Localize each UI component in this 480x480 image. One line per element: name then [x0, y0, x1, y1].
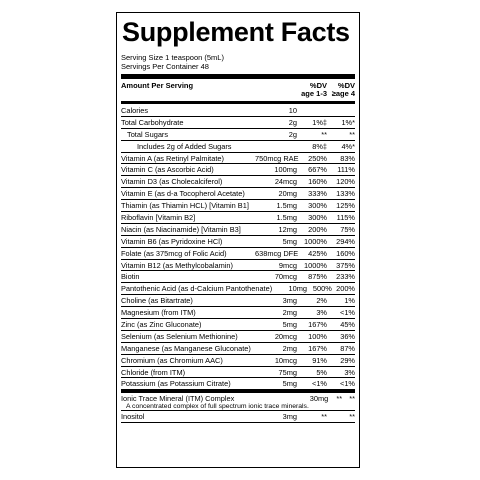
- table-row: [121, 248, 355, 260]
- nutrient-name: Total Carbohydrate: [121, 117, 184, 127]
- table-row: [121, 117, 355, 129]
- nutrient-amount: 1.5mg: [276, 212, 297, 222]
- table-row: [121, 319, 355, 331]
- table-row: [121, 343, 355, 355]
- nutrient-dv-age-1-3: **: [321, 129, 327, 139]
- nutrient-dv-age-1-3: 160%: [308, 177, 327, 187]
- nutrient-amount: 2mg: [282, 308, 297, 318]
- table-row: [121, 141, 355, 153]
- nutrient-amount: 75mg: [278, 367, 297, 377]
- nutrient-dv-age-4: 4%*: [341, 141, 355, 151]
- nutrient-amount: 10: [288, 105, 297, 115]
- nutrient-name: Manganese (as Manganese Gluconate): [121, 343, 251, 353]
- nutrient-name: Choline (as Bitartrate): [121, 296, 193, 306]
- nutrient-name: Vitamin A (as Retinyl Palmitate): [121, 153, 224, 163]
- nutrient-dv-age-4: 111%: [337, 165, 355, 175]
- nutrient-dv-age-4: 87%: [340, 343, 355, 353]
- nutrient-dv-age-4: 294%: [336, 236, 355, 246]
- panel-title: Supplement Facts: [122, 17, 350, 47]
- nutrient-dv-age-4: 160%: [336, 248, 355, 258]
- table-row: [121, 224, 355, 236]
- table-row: [121, 236, 355, 248]
- nutrient-dv-age-1-3: 91%: [312, 355, 327, 365]
- nutrient-dv-age-4: 3%: [344, 367, 355, 377]
- nutrient-amount: 5mg: [282, 319, 297, 329]
- table-row: [121, 200, 355, 212]
- nutrient-dv-age-1-3: 5%: [316, 367, 327, 377]
- nutrient-name: Vitamin D3 (as Cholecalciferol): [121, 177, 223, 187]
- nutrient-dv-age-4: 120%: [336, 177, 355, 187]
- table-row-inositol: [121, 411, 355, 423]
- nutrient-dv-age-4: 83%: [340, 153, 355, 163]
- nutrient-name: Potassium (as Potassium Citrate): [121, 379, 231, 389]
- nutrient-amount: 70mcg: [274, 272, 297, 282]
- nutrient-dv-age-4: <1%: [340, 308, 355, 318]
- nutrient-dv-age-1-3: 200%: [308, 224, 327, 234]
- nutrient-amount: 10mg: [288, 284, 307, 294]
- nutrient-name: Biotin: [121, 272, 140, 282]
- table-row: [121, 105, 355, 117]
- nutrient-rows: [121, 105, 355, 390]
- nutrient-name: Vitamin B6 (as Pyridoxine HCl): [121, 236, 223, 246]
- table-row-itm: [121, 393, 355, 411]
- nutrient-dv-age-1-3: 8%‡: [312, 141, 327, 151]
- supplement-facts-panel: [116, 12, 360, 468]
- table-row: [121, 378, 355, 390]
- nutrient-dv-age-4: 115%: [336, 212, 355, 222]
- nutrient-dv-age-4: 233%: [336, 272, 355, 282]
- nutrient-amount: 2g: [288, 117, 297, 127]
- nutrient-name: Vitamin C (as Ascorbic Acid): [121, 165, 214, 175]
- divider-thick: [121, 74, 355, 79]
- nutrient-dv-age-1-3: 1000%: [303, 260, 327, 270]
- nutrient-name: Calories: [121, 105, 149, 115]
- nutrient-amount: 20mg: [278, 189, 297, 199]
- nutrient-dv-age-1-3: 167%: [308, 343, 327, 353]
- nutrient-amount: 20mcg: [274, 331, 297, 341]
- table-row: [121, 212, 355, 224]
- nutrient-dv-age-4: **: [349, 394, 355, 404]
- nutrient-dv-age-1-3: 1000%: [303, 236, 327, 246]
- nutrient-name: Thiamin (as Thiamin HCL) [Vitamin B1]: [121, 201, 249, 211]
- nutrient-dv-age-4: 36%: [340, 331, 355, 341]
- nutrient-dv-age-4: 1%*: [341, 117, 355, 127]
- nutrient-name: Includes 2g of Added Sugars: [137, 141, 232, 151]
- table-row: [121, 153, 355, 165]
- nutrient-dv-age-4: 125%: [336, 201, 355, 211]
- nutrient-dv-age-4: <1%: [340, 379, 355, 389]
- nutrient-amount: 2g: [288, 129, 297, 139]
- nutrient-name: Total Sugars: [127, 129, 169, 139]
- nutrient-dv-age-1-3: 2%: [316, 296, 327, 306]
- dv-age-4-header: %DV ≥age 4: [331, 81, 355, 98]
- nutrient-dv-age-1-3: <1%: [312, 379, 327, 389]
- dv-age-1-3-header: %DV age 1-3: [301, 81, 327, 98]
- nutrient-name: Zinc (as Zinc Gluconate): [121, 319, 202, 329]
- nutrient-name: Folate (as 375mcg of Folic Acid): [121, 248, 227, 258]
- nutrient-name: Niacin (as Niacinamide) [Vitamin B3]: [121, 224, 241, 234]
- table-row: [121, 129, 355, 141]
- nutrient-dv-age-4: 133%: [336, 189, 355, 199]
- nutrient-amount: 750mcg RAE: [255, 153, 299, 163]
- nutrient-name: Riboflavin [Vitamin B2]: [121, 212, 196, 222]
- nutrient-amount: 9mcg: [278, 260, 297, 270]
- nutrient-dv-age-1-3: 1%‡: [312, 117, 327, 127]
- nutrient-dv-age-1-3: **: [321, 412, 327, 422]
- nutrient-name: Inositol: [121, 412, 145, 422]
- divider-header: [121, 101, 355, 104]
- nutrient-amount: 3mg: [282, 412, 297, 422]
- nutrient-amount: 1.5mg: [276, 201, 297, 211]
- nutrient-name: Vitamin B12 (as Methylcobalamin): [121, 260, 234, 270]
- nutrient-amount: 100mg: [274, 165, 297, 175]
- nutrient-dv-age-1-3: 300%: [308, 212, 327, 222]
- nutrient-amount: 2mg: [282, 343, 297, 353]
- table-row: [121, 307, 355, 319]
- nutrient-dv-age-4: 29%: [340, 355, 355, 365]
- table-row: [121, 271, 355, 283]
- serving-size: Serving Size 1 teaspoon (5mL): [121, 53, 224, 62]
- nutrient-dv-age-1-3: 300%: [308, 201, 327, 211]
- nutrient-amount: 5mg: [282, 236, 297, 246]
- table-row: [121, 367, 355, 379]
- nutrient-name: Vitamin E (as d-a Tocopherol Acetate): [121, 189, 245, 199]
- table-row: [121, 260, 355, 272]
- nutrient-dv-age-4: 75%: [340, 224, 355, 234]
- table-row: [121, 283, 355, 295]
- amount-per-serving-label: Amount Per Serving: [121, 81, 194, 90]
- nutrient-dv-age-1-3: 425%: [308, 248, 327, 258]
- nutrient-amount: 638mcg DFE: [255, 248, 299, 258]
- nutrient-dv-age-1-3: 333%: [308, 189, 327, 199]
- itm-description: A concentrated complex of full spectrum ionic trace minerals.: [126, 403, 309, 411]
- nutrient-amount: 12mg: [278, 224, 297, 234]
- nutrient-dv-age-4: 200%: [336, 284, 355, 294]
- nutrient-dv-age-1-3: 100%: [308, 331, 327, 341]
- nutrient-dv-age-4: 45%: [340, 319, 355, 329]
- nutrient-amount: 24mcg: [274, 177, 297, 187]
- nutrient-name: Chromium (as Chromium AAC): [121, 355, 223, 365]
- table-row: [121, 176, 355, 188]
- nutrient-name: Pantothenic Acid (as d-Calcium Pantothenate): [121, 284, 273, 294]
- column-header: [121, 82, 355, 100]
- nutrient-amount: 3mg: [282, 296, 297, 306]
- table-row: [121, 355, 355, 367]
- nutrient-dv-age-4: 1%: [344, 296, 355, 306]
- nutrient-dv-age-4: 375%: [336, 260, 355, 270]
- nutrient-name: Chloride (from ITM): [121, 367, 186, 377]
- table-row: [121, 331, 355, 343]
- nutrient-dv-age-1-3: 667%: [308, 165, 327, 175]
- nutrient-dv-age-1-3: 500%: [312, 284, 332, 294]
- nutrient-name: Magnesium (from ITM): [121, 308, 196, 318]
- nutrient-dv-age-1-3: 167%: [308, 319, 327, 329]
- table-row: [121, 164, 355, 176]
- nutrient-name: Ionic Trace Mineral (ITM) Complex: [121, 394, 235, 404]
- table-row: [121, 188, 355, 200]
- nutrient-dv-age-1-3: 875%: [308, 272, 327, 282]
- nutrient-name: Selenium (as Selenium Methionine): [121, 331, 238, 341]
- nutrient-dv-age-4: **: [349, 412, 355, 422]
- nutrient-amount: 30mg: [309, 394, 329, 404]
- nutrient-dv-age-4: **: [349, 129, 355, 139]
- nutrient-amount: 10mcg: [274, 355, 297, 365]
- nutrient-dv-age-1-3: 250%: [308, 153, 327, 163]
- table-row: [121, 295, 355, 307]
- nutrient-dv-age-1-3: **: [336, 394, 343, 404]
- nutrient-dv-age-1-3: 3%: [316, 308, 327, 318]
- nutrient-amount: 5mg: [282, 379, 297, 389]
- servings-per-container: Servings Per Container 48: [121, 62, 209, 71]
